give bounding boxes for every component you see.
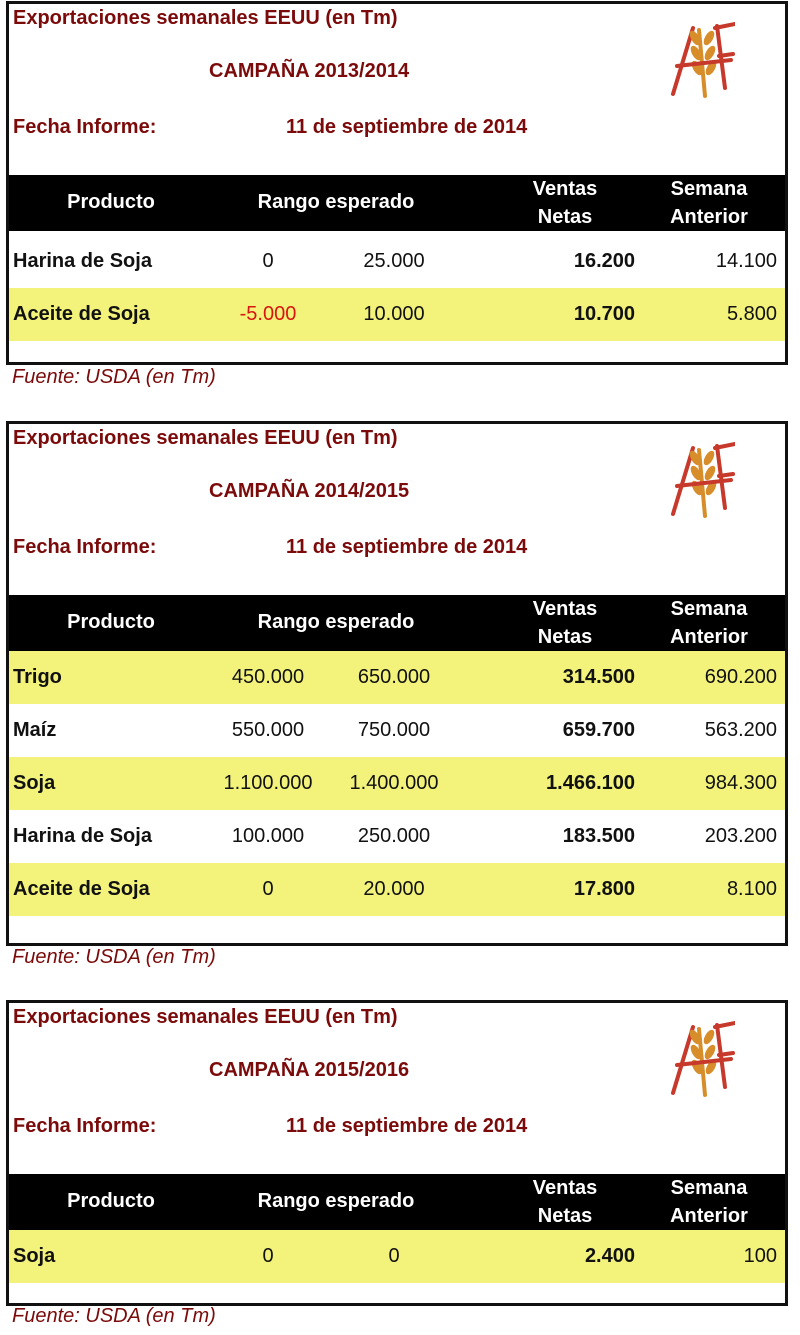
atf-logo (669, 1015, 735, 1097)
campaign-label: CAMPAÑA 2013/2014 (209, 60, 410, 82)
cell-semana-anterior: 8.100 (726, 878, 777, 900)
cell-ventas-netas: 314.500 (562, 666, 635, 688)
cell-rango-max: 650.000 (357, 666, 431, 688)
col-header-rango: Rango esperado (257, 1190, 415, 1212)
cell-producto: Soja (13, 1245, 56, 1267)
cell-semana-anterior: 203.200 (704, 825, 777, 847)
cell-rango-min: -5.000 (239, 303, 297, 325)
table-header (9, 595, 785, 651)
cell-rango-max: 250.000 (357, 825, 431, 847)
cell-rango-min: 100.000 (231, 825, 305, 847)
col-header-semana-1: Semana (670, 178, 748, 200)
report-title: Exportaciones semanales EEUU (en Tm) (13, 1006, 398, 1028)
report-date-value: 11 de septiembre de 2014 (286, 116, 528, 138)
col-header-ventas-2: Netas (537, 626, 593, 648)
cell-producto: Aceite de Soja (13, 303, 150, 325)
col-header-ventas-1: Ventas (532, 178, 598, 200)
cell-producto: Maíz (13, 719, 57, 741)
report-date-value: 11 de septiembre de 2014 (286, 1115, 528, 1137)
col-header-semana-2: Anterior (670, 626, 748, 648)
cell-rango-max: 750.000 (357, 719, 431, 741)
table-row (9, 1230, 785, 1283)
atf-wheat-logo-icon (669, 1015, 735, 1097)
col-header-semana-2: Anterior (670, 206, 748, 228)
cell-semana-anterior: 100 (743, 1245, 777, 1267)
table-row (9, 235, 785, 288)
cell-ventas-netas: 16.200 (573, 250, 635, 272)
report-date-label: Fecha Informe: (13, 116, 157, 138)
cell-producto: Aceite de Soja (13, 878, 150, 900)
cell-rango-min: 450.000 (231, 666, 305, 688)
report-title: Exportaciones semanales EEUU (en Tm) (13, 427, 398, 449)
atf-logo (669, 16, 735, 98)
table-row (9, 288, 785, 341)
table-row (9, 757, 785, 810)
cell-producto: Trigo (13, 666, 62, 688)
col-header-ventas-2: Netas (537, 206, 593, 228)
table-row (9, 863, 785, 916)
cell-ventas-netas: 17.800 (573, 878, 635, 900)
col-header-rango: Rango esperado (257, 191, 415, 213)
report-date-label: Fecha Informe: (13, 1115, 157, 1137)
cell-rango-max: 25.000 (363, 250, 425, 272)
col-header-producto: Producto (67, 611, 155, 633)
campaign-label: CAMPAÑA 2014/2015 (209, 480, 410, 502)
cell-ventas-netas: 10.700 (573, 303, 635, 325)
cell-rango-max: 1.400.000 (349, 772, 439, 794)
atf-wheat-logo-icon (669, 16, 735, 98)
campaign-label: CAMPAÑA 2015/2016 (209, 1059, 410, 1081)
cell-ventas-netas: 659.700 (562, 719, 635, 741)
col-header-semana-2: Anterior (670, 1205, 748, 1227)
col-header-producto: Producto (67, 1190, 155, 1212)
source-note: Fuente: USDA (en Tm) (12, 1305, 216, 1327)
cell-producto: Harina de Soja (13, 825, 152, 847)
col-header-semana-1: Semana (670, 1177, 748, 1199)
cell-rango-min: 0 (262, 1245, 274, 1267)
report-block-2013-2014 (6, 1, 788, 365)
cell-producto: Harina de Soja (13, 250, 152, 272)
cell-semana-anterior: 690.200 (704, 666, 777, 688)
cell-ventas-netas: 2.400 (584, 1245, 635, 1267)
cell-rango-min: 1.100.000 (223, 772, 313, 794)
col-header-producto: Producto (67, 191, 155, 213)
cell-rango-max: 10.000 (363, 303, 425, 325)
cell-rango-max: 0 (388, 1245, 400, 1267)
report-date-label: Fecha Informe: (13, 536, 157, 558)
col-header-semana-1: Semana (670, 598, 748, 620)
cell-semana-anterior: 14.100 (715, 250, 777, 272)
table-row (9, 651, 785, 704)
source-note: Fuente: USDA (en Tm) (12, 946, 216, 968)
col-header-ventas-1: Ventas (532, 1177, 598, 1199)
cell-semana-anterior: 5.800 (726, 303, 777, 325)
cell-semana-anterior: 563.200 (704, 719, 777, 741)
atf-logo (669, 436, 735, 518)
col-header-ventas-2: Netas (537, 1205, 593, 1227)
cell-rango-min: 550.000 (231, 719, 305, 741)
atf-wheat-logo-icon (669, 436, 735, 518)
source-note: Fuente: USDA (en Tm) (12, 366, 216, 388)
cell-rango-min: 0 (262, 250, 274, 272)
col-header-ventas-1: Ventas (532, 598, 598, 620)
cell-semana-anterior: 984.300 (704, 772, 777, 794)
table-header (9, 175, 785, 231)
cell-rango-max: 20.000 (363, 878, 425, 900)
table-row (9, 704, 785, 757)
report-title: Exportaciones semanales EEUU (en Tm) (13, 7, 398, 29)
table-row (9, 810, 785, 863)
cell-rango-min: 0 (262, 878, 274, 900)
cell-producto: Soja (13, 772, 56, 794)
table-header (9, 1174, 785, 1230)
report-date-value: 11 de septiembre de 2014 (286, 536, 528, 558)
cell-ventas-netas: 1.466.100 (546, 772, 635, 794)
col-header-rango: Rango esperado (257, 611, 415, 633)
report-block-2014-2015 (6, 421, 788, 946)
report-block-2015-2016 (6, 1000, 788, 1306)
cell-ventas-netas: 183.500 (562, 825, 635, 847)
